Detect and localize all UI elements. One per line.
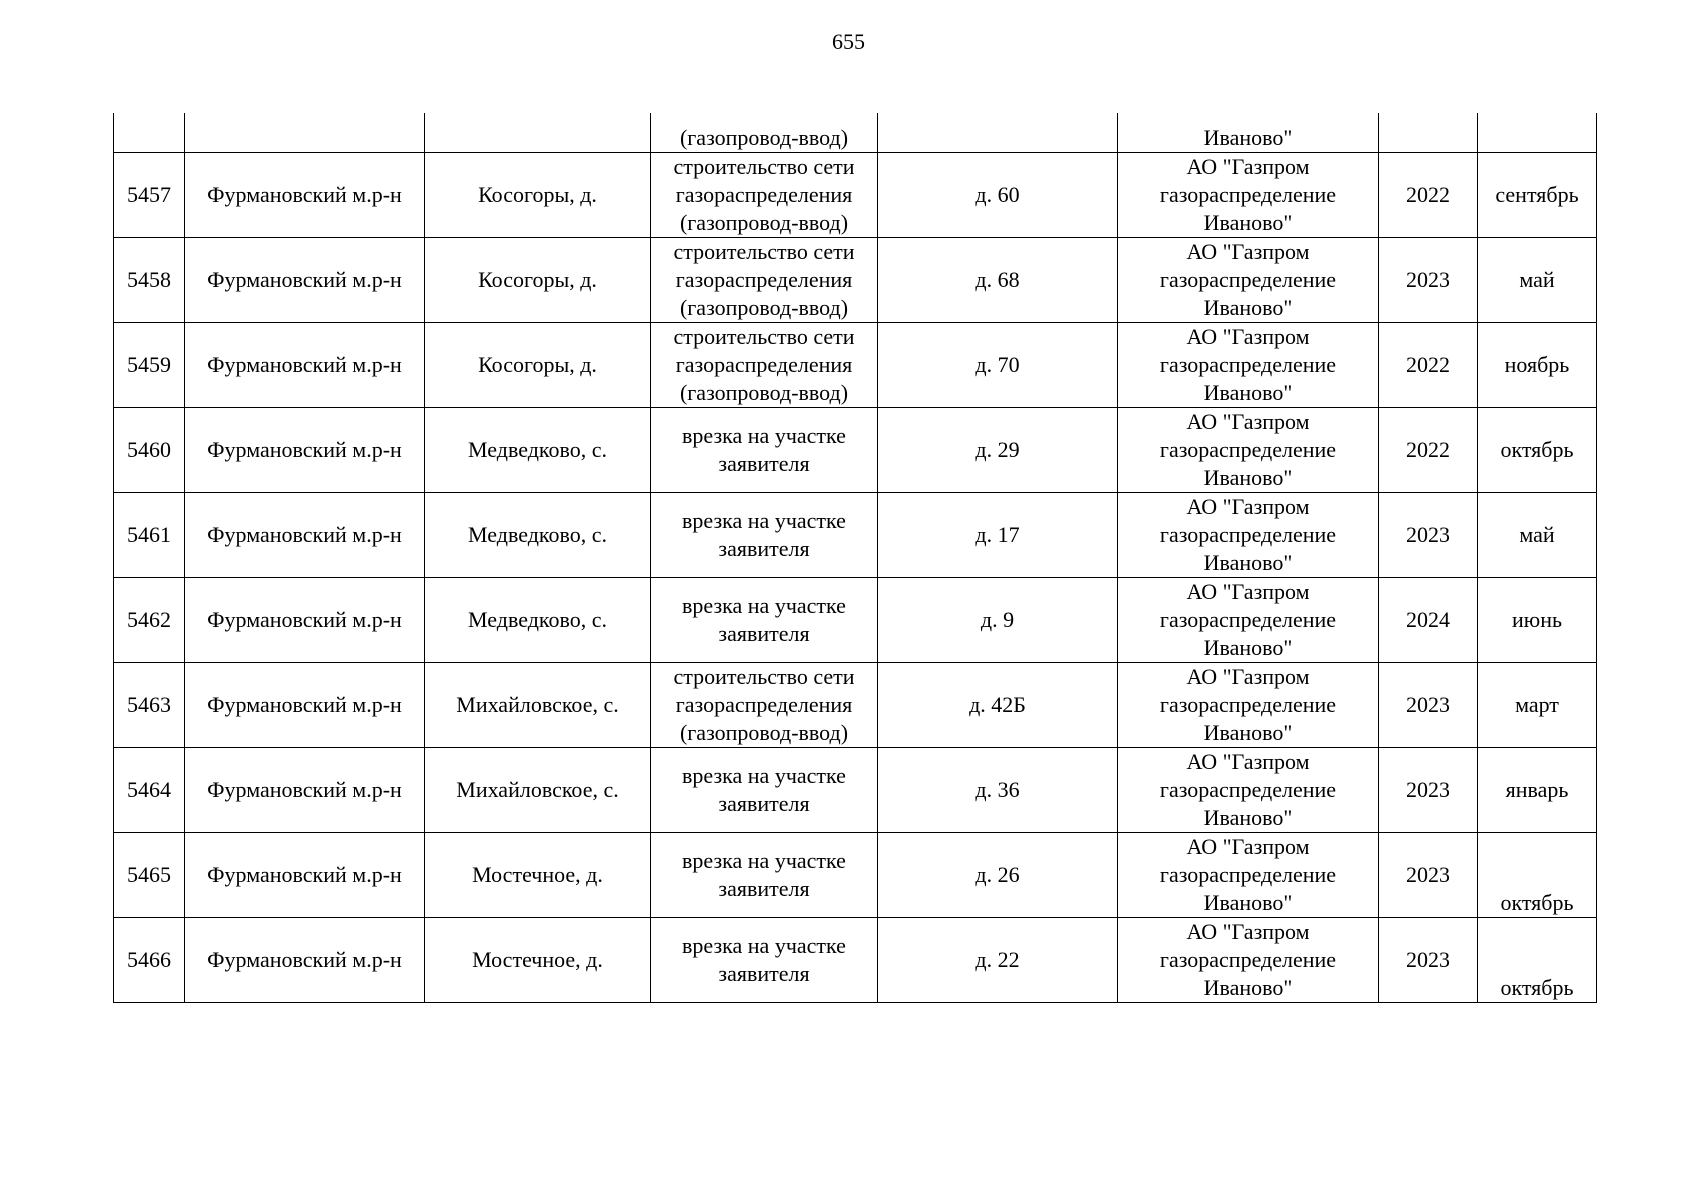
month-cell: январь xyxy=(1478,748,1597,833)
table-row xyxy=(114,408,1597,493)
id-cell: 5460 xyxy=(114,408,185,493)
table-row xyxy=(114,238,1597,323)
district-cell: Фурмановский м.р-н xyxy=(185,918,425,1003)
organization-cell-line: АО "Газпром xyxy=(1186,409,1310,434)
id-cell: 5461 xyxy=(114,493,185,578)
table-row xyxy=(114,918,1597,1003)
work-cell xyxy=(651,408,878,493)
locality-cell: Косогоры, д. xyxy=(425,323,651,408)
organization-cell-line: Иваново" xyxy=(1203,975,1293,1000)
organization-cell xyxy=(1118,238,1379,323)
work-cell xyxy=(651,323,878,408)
organization-cell-line: газораспределение xyxy=(1159,607,1337,632)
house-cell: д. 22 xyxy=(878,918,1118,1003)
month-cell: май xyxy=(1478,238,1597,323)
month-cell: октябрь xyxy=(1478,833,1597,918)
month-cell: март xyxy=(1478,663,1597,748)
organization-cell-line: Иваново" xyxy=(1203,635,1293,660)
work-cell xyxy=(651,578,878,663)
work-cell xyxy=(651,663,878,748)
district-cell: Фурмановский м.р-н xyxy=(185,323,425,408)
work-cell-line: заявителя xyxy=(718,876,810,901)
organization-cell-line: АО "Газпром xyxy=(1186,834,1310,859)
locality-cell: Михайловское, с. xyxy=(425,663,651,748)
organization-cell-line: газораспределение xyxy=(1159,862,1337,887)
id-cell: 5463 xyxy=(114,663,185,748)
house-cell: д. 42Б xyxy=(878,663,1118,748)
id-cell: 5459 xyxy=(114,323,185,408)
year-cell: 2023 xyxy=(1379,833,1478,918)
month-cell xyxy=(1478,113,1597,153)
work-cell-line: газораспределения xyxy=(675,352,853,377)
organization-cell-line: газораспределение xyxy=(1159,947,1337,972)
organization-cell-line: газораспределение xyxy=(1159,692,1337,717)
organization-cell-line: АО "Газпром xyxy=(1186,664,1310,689)
organization-cell-line: газораспределение xyxy=(1159,267,1337,292)
district-cell: Фурмановский м.р-н xyxy=(185,748,425,833)
table-row xyxy=(114,663,1597,748)
month-cell: сентябрь xyxy=(1478,153,1597,238)
organization-cell-line: Иваново" xyxy=(1203,805,1293,830)
work-cell-line: заявителя xyxy=(718,536,810,561)
work-cell-line: (газопровод-ввод) xyxy=(679,295,849,320)
house-cell: д. 17 xyxy=(878,493,1118,578)
organization-cell-line: газораспределение xyxy=(1159,777,1337,802)
locality-cell: Косогоры, д. xyxy=(425,238,651,323)
house-cell: д. 36 xyxy=(878,748,1118,833)
organization-cell-line: АО "Газпром xyxy=(1186,749,1310,774)
district-cell xyxy=(185,113,425,153)
organization-cell xyxy=(1118,918,1379,1003)
work-cell xyxy=(651,493,878,578)
locality-cell: Медведково, с. xyxy=(425,493,651,578)
organization-cell-line: газораспределение xyxy=(1159,522,1337,547)
year-cell: 2023 xyxy=(1379,493,1478,578)
house-cell: д. 60 xyxy=(878,153,1118,238)
id-cell: 5466 xyxy=(114,918,185,1003)
organization-cell-line: газораспределение xyxy=(1159,437,1337,462)
page-number: 655 xyxy=(832,29,865,54)
work-cell-line: врезка на участке xyxy=(682,763,846,788)
id-cell: 5464 xyxy=(114,748,185,833)
month-cell: октябрь xyxy=(1478,408,1597,493)
locality-cell: Медведково, с. xyxy=(425,408,651,493)
organization-cell xyxy=(1118,663,1379,748)
district-cell: Фурмановский м.р-н xyxy=(185,408,425,493)
year-cell: 2022 xyxy=(1379,153,1478,238)
work-cell xyxy=(651,918,878,1003)
work-cell-line: строительство сети xyxy=(673,239,855,264)
work-cell-line: врезка на участке xyxy=(682,423,846,448)
organization-cell-line: АО "Газпром xyxy=(1186,324,1310,349)
work-cell-line: заявителя xyxy=(718,451,810,476)
organization-cell-line: газораспределение xyxy=(1159,182,1337,207)
organization-cell-line: АО "Газпром xyxy=(1186,579,1310,604)
table-row xyxy=(114,748,1597,833)
id-cell: 5462 xyxy=(114,578,185,663)
work-cell-line: заявителя xyxy=(718,961,810,986)
organization-cell-line: АО "Газпром xyxy=(1186,154,1310,179)
district-cell: Фурмановский м.р-н xyxy=(185,663,425,748)
registry-table xyxy=(113,113,1597,1003)
house-cell: д. 68 xyxy=(878,238,1118,323)
table-row xyxy=(114,833,1597,918)
organization-cell-line: АО "Газпром xyxy=(1186,919,1310,944)
month-cell: июнь xyxy=(1478,578,1597,663)
work-cell-line: газораспределения xyxy=(675,692,853,717)
year-cell xyxy=(1379,113,1478,153)
work-cell-line: строительство сети xyxy=(673,664,855,689)
table-row xyxy=(114,578,1597,663)
locality-cell: Михайловское, с. xyxy=(425,748,651,833)
work-cell xyxy=(651,238,878,323)
locality-cell: Мостечное, д. xyxy=(425,918,651,1003)
organization-cell-line: АО "Газпром xyxy=(1186,494,1310,519)
organization-cell xyxy=(1118,748,1379,833)
organization-cell xyxy=(1118,578,1379,663)
year-cell: 2023 xyxy=(1379,918,1478,1003)
work-cell-line: врезка на участке xyxy=(682,933,846,958)
table-row xyxy=(114,153,1597,238)
work-cell xyxy=(651,153,878,238)
house-cell: д. 70 xyxy=(878,323,1118,408)
work-cell-line: (газопровод-ввод) xyxy=(679,210,849,235)
organization-cell-line: Иваново" xyxy=(1203,380,1293,405)
organization-cell xyxy=(1118,493,1379,578)
organization-cell xyxy=(1118,833,1379,918)
work-cell-line: строительство сети xyxy=(673,324,855,349)
organization-cell-line: Иваново" xyxy=(1203,550,1293,575)
id-cell: 5457 xyxy=(114,153,185,238)
month-cell: октябрь xyxy=(1478,918,1597,1003)
house-cell: д. 29 xyxy=(878,408,1118,493)
year-cell: 2023 xyxy=(1379,663,1478,748)
locality-cell xyxy=(425,113,651,153)
table-body xyxy=(114,113,1597,1003)
work-cell-line: врезка на участке xyxy=(682,848,846,873)
table-row xyxy=(114,323,1597,408)
work-cell-line: газораспределения xyxy=(675,267,853,292)
organization-cell xyxy=(1118,408,1379,493)
district-cell: Фурмановский м.р-н xyxy=(185,493,425,578)
work-cell-line: (газопровод-ввод) xyxy=(679,720,849,745)
work-cell-line: заявителя xyxy=(718,791,810,816)
locality-cell: Медведково, с. xyxy=(425,578,651,663)
work-cell xyxy=(651,833,878,918)
organization-cell xyxy=(1118,153,1379,238)
work-cell xyxy=(651,748,878,833)
organization-cell-line: Иваново" xyxy=(1203,295,1293,320)
work-cell-line: врезка на участке xyxy=(682,508,846,533)
work-cell-line: газораспределения xyxy=(675,182,853,207)
month-cell: ноябрь xyxy=(1478,323,1597,408)
work-cell-line: (газопровод-ввод) xyxy=(679,380,849,405)
work-cell-line: строительство сети xyxy=(673,154,855,179)
house-cell: д. 9 xyxy=(878,578,1118,663)
locality-cell: Косогоры, д. xyxy=(425,153,651,238)
organization-cell-line: Иваново" xyxy=(1203,720,1293,745)
year-cell: 2024 xyxy=(1379,578,1478,663)
locality-cell: Мостечное, д. xyxy=(425,833,651,918)
id-cell xyxy=(114,113,185,153)
district-cell: Фурмановский м.р-н xyxy=(185,153,425,238)
year-cell: 2023 xyxy=(1379,748,1478,833)
organization-cell: Иваново" xyxy=(1118,113,1379,153)
organization-cell-line: АО "Газпром xyxy=(1186,239,1310,264)
house-cell: д. 26 xyxy=(878,833,1118,918)
organization-cell-line: Иваново" xyxy=(1203,210,1293,235)
month-cell: май xyxy=(1478,493,1597,578)
house-cell xyxy=(878,113,1118,153)
table-row xyxy=(114,493,1597,578)
organization-cell-line: газораспределение xyxy=(1159,352,1337,377)
organization-cell-line: Иваново" xyxy=(1203,890,1293,915)
district-cell: Фурмановский м.р-н xyxy=(185,578,425,663)
year-cell: 2023 xyxy=(1379,238,1478,323)
organization-cell-line: Иваново" xyxy=(1203,465,1293,490)
organization-cell xyxy=(1118,323,1379,408)
district-cell: Фурмановский м.р-н xyxy=(185,833,425,918)
work-cell-line: врезка на участке xyxy=(682,593,846,618)
id-cell: 5458 xyxy=(114,238,185,323)
id-cell: 5465 xyxy=(114,833,185,918)
year-cell: 2022 xyxy=(1379,408,1478,493)
continuation-row xyxy=(114,113,1597,153)
district-cell: Фурмановский м.р-н xyxy=(185,238,425,323)
work-cell-line: заявителя xyxy=(718,621,810,646)
work-cell: (газопровод-ввод) xyxy=(651,113,878,153)
year-cell: 2022 xyxy=(1379,323,1478,408)
